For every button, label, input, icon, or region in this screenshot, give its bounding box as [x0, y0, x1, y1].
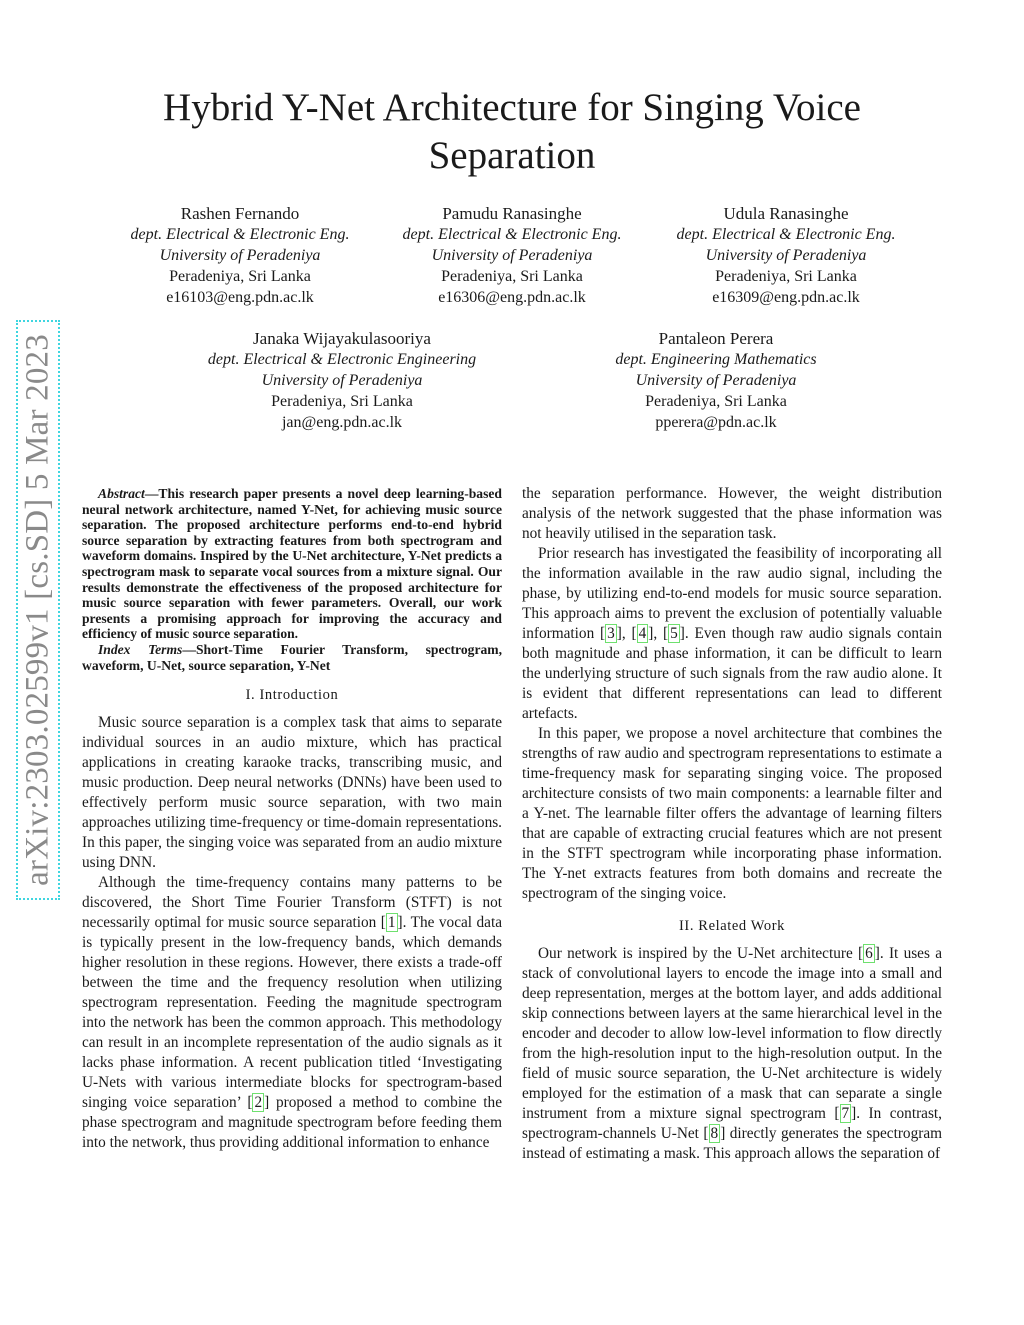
author-email: e16306@eng.pdn.ac.lk — [438, 289, 586, 306]
related-work-paragraph — [522, 944, 942, 1164]
right-column — [522, 484, 942, 1164]
citation-link-5[interactable]: 5 — [670, 625, 678, 642]
intro-p2-text-b: ]. The vocal data is typically present in the low-frequency bands, which demands higher resolution in these regions. However, there exists a trade-off between the time and the frequency resolution when utilizing spectrogram representation. Feeding the magnitude spectrogram into the network has been the common approach. This methodology can result in an incomplete representation of the audio signals as it lacks phase information. A recent publication titled ‘Investigating U-Nets with various intermediate blocks for spectrogram-based singing voice separation’ [ — [82, 914, 502, 1112]
left-column — [82, 486, 502, 1153]
author-dept: dept. Electrical & Electronic Engineering — [207, 351, 477, 368]
author-univ: University of Peradeniya — [635, 372, 797, 389]
abstract-label: Abstract — [98, 486, 145, 501]
citation-link-8[interactable]: 8 — [710, 1125, 719, 1142]
author-dept: dept. Engineering Mathematics — [615, 351, 817, 368]
author-email: pperera@pdn.ac.lk — [655, 414, 777, 431]
arxiv-stamp — [10, 320, 70, 900]
author-block-2 — [362, 203, 662, 308]
author-name: Pamudu Ranasinghe — [442, 204, 582, 223]
arxiv-stamp-text: arXiv:2303.02599v1 [cs.SD] 5 Mar 2023 — [19, 334, 56, 886]
author-dept: dept. Electrical & Electronic Eng. — [130, 226, 350, 243]
section-heading-related-work: II. Related Work — [678, 918, 785, 934]
intro-paragraph-1: Music source separation is a complex task that aims to separate individual sources in an audio mixture, which has practical applications in creating karaoke tracks, transcribing music, and music production. Deep neural networks (DNNs) have been used to effectively perform music source separation, with two main approaches utilizing time-frequency or time-domain representations. In this paper, the singing voice was separated from an audio mixture using DNN. — [82, 714, 502, 872]
abstract — [82, 486, 502, 642]
citation-link-2[interactable]: 2 — [254, 1094, 263, 1112]
author-univ: University of Peradeniya — [159, 247, 321, 264]
index-terms-text: —Short-Time Fourier Transform, spectrogram, waveform, U-Net, source separation, Y-Net — [82, 641, 502, 673]
related-text-c: ]. In contrast, spectrogram-channels U-Net [ — [522, 1105, 942, 1142]
citation-link-7[interactable]: 7 — [841, 1105, 850, 1122]
index-terms — [82, 642, 502, 673]
author-email: e16103@eng.pdn.ac.lk — [166, 289, 314, 306]
author-name: Pantaleon Perera — [658, 329, 774, 348]
section-heading-introduction: I. Introduction — [245, 687, 339, 704]
author-block-1 — [90, 203, 390, 308]
citation-link-6[interactable]: 6 — [865, 945, 873, 962]
author-name: Janaka Wijayakulasooriya — [253, 329, 431, 348]
right-p2-text-a: Prior research has investigated the feasibility of incorporating all the information available in the raw audio signal, including the phase, by utilizing end-to-end models for music source separation. This approach aims to prevent the exclusion of potentially valuable information [ — [522, 545, 942, 642]
author-dept: dept. Electrical & Electronic Eng. — [676, 226, 896, 243]
right-paragraph-1: the separation performance. However, the weight distribution analysis of the network suggested that the phase information was not heavily utilised in the separation task. — [522, 485, 942, 542]
author-city: Peradeniya, Sri Lanka — [715, 268, 857, 285]
paper-title: Hybrid Y-Net Architecture for Singing Voice Separation — [163, 86, 861, 177]
related-text-d: ] directly generates the spectrogram instead of estimating a mask. This approach allows the separation of — [522, 1125, 943, 1162]
author-city: Peradeniya, Sri Lanka — [169, 268, 311, 285]
right-paragraph-2: Prior research has investigated the feasibility of incorporating all the information available in the raw audio signal, including the phase, by utilizing end-to-end models for music source separation. This approach aims to prevent the exclusion of potentially valuable information [ 3 ], [ 4 ], [ 5 ]. Even though raw audio signals contain both magnitude and phase information, it can be difficult to learn the underlying structure of such signals from the raw audio alone. It is evident that different representations can lead to different artefacts. — [522, 545, 943, 722]
author-name: Udula Ranasinghe — [723, 204, 849, 223]
citation-link-3[interactable]: 3 — [607, 625, 615, 642]
right-paragraph-3: In this paper, we propose a novel architecture that combines the strengths of raw audio and spectrogram representations to estimate a time-frequency mask for separating singing voice. The proposed architecture consists of two main components: a learnable filter and a Y-net. The learnable filter offers the advantage of learning filters that are capable of extracting crucial features which are not present in the STFT spectrogram while incorporating phase information. The Y-net extracts features from both domains and recreate the spectrogram of the singing voice. — [522, 725, 942, 902]
intro-p2-text-a: Although the time-frequency contains many patterns to be discovered, the Short Time Fourier Transform (STFT) is not necessarily optimal for music source separation [ — [82, 874, 502, 932]
citation-link-4[interactable]: 4 — [638, 625, 647, 642]
author-univ: University of Peradeniya — [705, 247, 867, 264]
author-city: Peradeniya, Sri Lanka — [271, 393, 413, 410]
author-block-4 — [182, 328, 502, 433]
author-univ: University of Peradeniya — [431, 247, 593, 264]
author-univ: University of Peradeniya — [261, 372, 423, 389]
index-terms-label: Index Terms — [98, 641, 183, 657]
right-p2-text-b: ]. Even though raw audio signals contain both magnitude and phase information, it can be difficult to learn the underlying structure of such signals from the raw audio alone. It is evident that different representations can lead to different artefacts. — [522, 625, 943, 722]
author-block-5 — [556, 328, 876, 433]
related-text-a: Our network is inspired by the U-Net architecture [ — [538, 945, 864, 962]
author-city: Peradeniya, Sri Lanka — [441, 268, 583, 285]
author-city: Peradeniya, Sri Lanka — [645, 393, 787, 410]
author-email: jan@eng.pdn.ac.lk — [281, 414, 403, 431]
abstract-text: —This research paper presents a novel deep learning-based neural network architecture, named Y-Net, for achieving music source separation. The proposed architecture performs end-to-end hybrid source separation by extracting features from both spectrogram and waveform domains. Inspired by the U-Net architecture, Y-Net predicts a spectrogram mask to separate vocal sources from a mixture signal. Our results demonstrate the effectiveness of the proposed architecture for music source separation with fewer parameters. Overall, our work presents a promising approach for improving the accuracy and efficiency of music source separation. — [82, 486, 502, 642]
author-dept: dept. Electrical & Electronic Eng. — [402, 226, 622, 243]
intro-p2-text-c: ] proposed a method to combine the phase spectrogram and magnitude spectrogram before feeding them into the network, thus providing additional information to enhance — [82, 1094, 502, 1152]
author-block-3 — [636, 203, 936, 308]
related-text-b: ]. It uses a stack of convolutional layers to encode the image into a small and deep representation, merges at the bottom layer, and adds additional skip connections between layers at the same hierarchical level in the encoder and decoder to allow low-level information to flow directly from the high-resolution input to the high-resolution output. In the field of music source separation, the U-Net architecture is widely employed for the estimation of a mask that can separate a single instrument from a mixture signal spectrogram [ — [522, 945, 942, 1122]
author-email: e16309@eng.pdn.ac.lk — [712, 289, 860, 306]
author-name: Rashen Fernando — [180, 204, 300, 223]
citation-link-1[interactable]: 1 — [387, 914, 396, 932]
intro-paragraph-2 — [82, 873, 502, 1153]
